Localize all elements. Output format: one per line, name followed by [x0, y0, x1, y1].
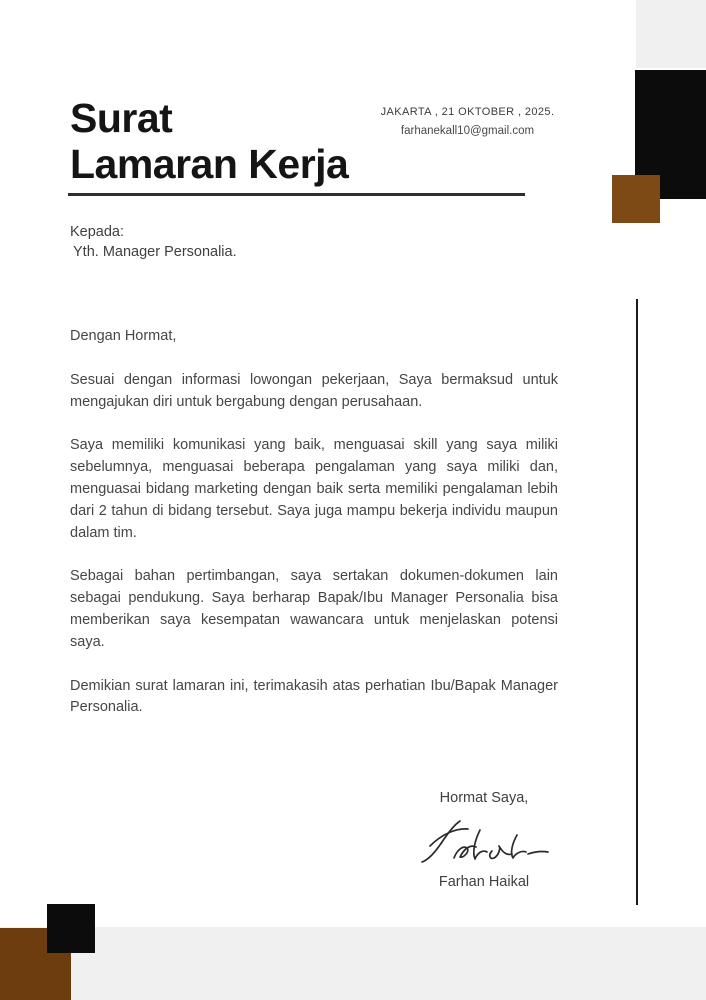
letter-body: [70, 326, 558, 719]
signature-image: [418, 816, 550, 870]
signature-block: [408, 790, 560, 890]
recipient-block: [70, 222, 237, 262]
top-right-gray-block: [636, 0, 706, 68]
body-paragraph-1: Sesuai dengan informasi lowongan pekerjaan, Saya bermaksud untuk mengajukan diri untuk bergabung dengan perusahaan.: [70, 371, 558, 410]
closing-text: Hormat Saya,: [439, 790, 529, 806]
top-right-brown-square: [612, 175, 660, 223]
body-paragraph-2: Saya memiliki komunikasi yang baik, menguasai skill yang saya miliki sebelumnya, menguasai beberapa pengalaman yang saya miliki dan, menguasai bidang marketing dengan baik serta memiliki pengalaman lebih dari 2 tahun di bidang tersebut. Saya juga mampu bekerja individu maupun dalam tim.: [70, 437, 558, 541]
date-location: JAKARTA , 21 OKTOBER , 2025.: [380, 106, 555, 118]
bottom-left-black-square: [47, 904, 95, 953]
email-address: farhanekall10@gmail.com: [400, 125, 535, 137]
recipient-name: Yth. Manager Personalia.: [73, 244, 237, 260]
right-vertical-rule: [636, 299, 638, 905]
body-paragraph-4: Demikian surat lamaran ini, terimakasih atas perhatian Ibu/Bapak Manager Personalia.: [70, 677, 558, 716]
page-title: [70, 95, 348, 187]
body-paragraph-3: Sebagai bahan pertimbangan, saya sertakan dokumen-dokumen lain sebagai pendukung. Saya berharap Bapak/Ibu Manager Personalia bisa memberikan saya kesempatan wawancara untuk menjelaskan potensi saya.: [70, 568, 558, 650]
recipient-label: Kepada:: [70, 224, 125, 240]
bottom-gray-band: [0, 927, 706, 1000]
signature-name: Farhan Haikal: [438, 874, 530, 890]
salutation: Dengan Hormat,: [70, 328, 177, 344]
header-contact-block: [377, 106, 558, 137]
page-title-line2: Lamaran Kerja: [70, 141, 349, 188]
page-title-line1: Surat: [70, 95, 173, 142]
header-divider-rule: [68, 193, 525, 196]
